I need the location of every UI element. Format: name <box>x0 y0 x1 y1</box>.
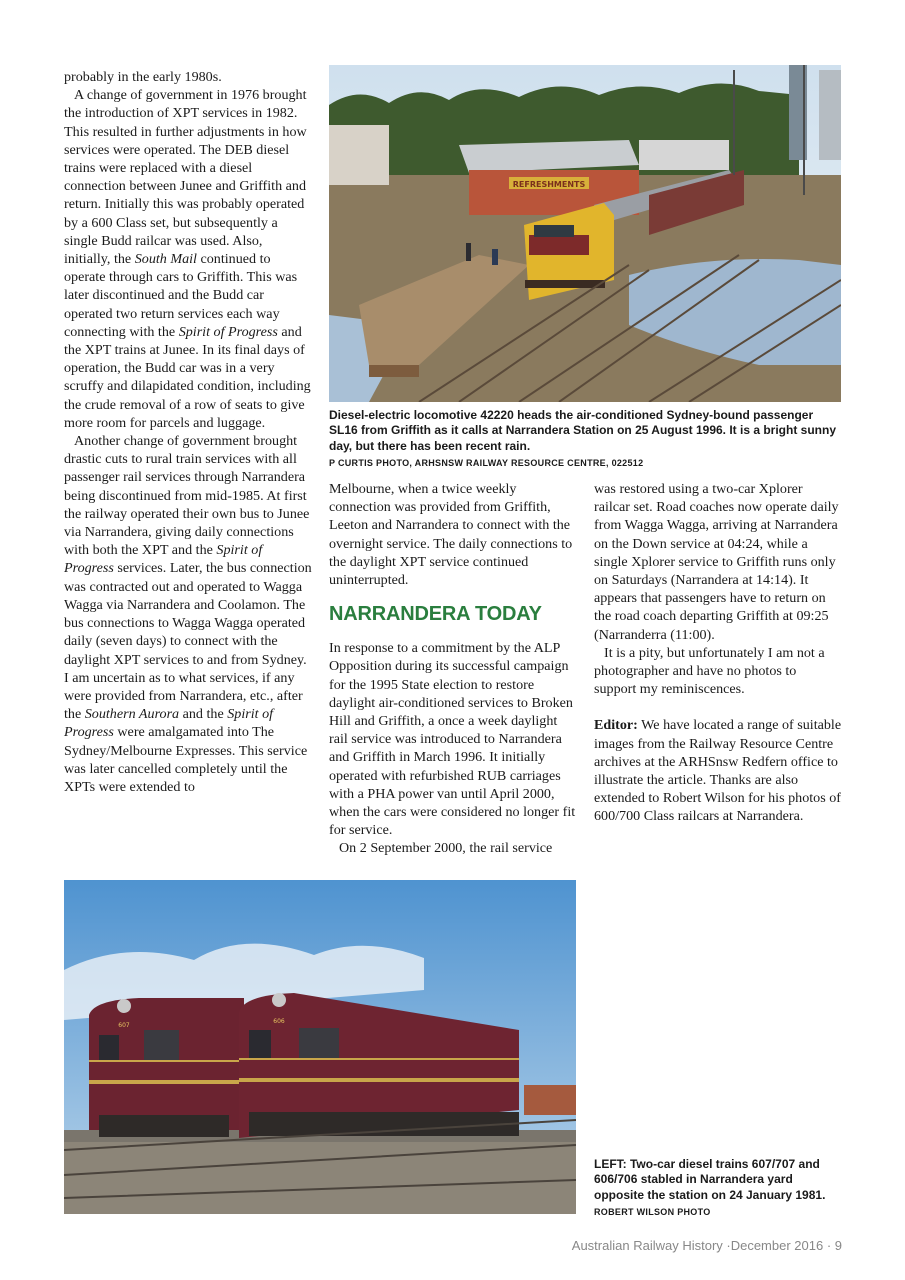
railcars-illustration <box>64 880 576 1214</box>
refreshments-sign: REFRESHMENTS <box>512 180 586 189</box>
paragraph: In response to a commitment by the ALP Opposition during its successful campaign for the 1995 State election to restore daylight air-conditioned services to Broken Hill and Griffith, a once a week daylight rail service was introduced to Narrandera and Griffith in March 1996. It initially operated with refurbished RUB carriages with a PHA power van until April 2000, when the cars were considered no longer fit for service. <box>329 640 576 839</box>
paragraph: Another change of government brought drastic cuts to rural train services with all passenger rail services through Narrandera being discontinued from mid-1985. At first the railway operated their own bus to Junee via Narrandera, giving daily connections with both the XPT and the Spirit of Progress services. Later, the bus connection was contracted out and operated to Wagga Wagga via Narrandera and Coolamon. The bus connections to Wagga Wagga operated daily (seven days) to connect with the daylight XPT services to and from Sydney. I am uncertain as to what services, if any were provided from Narrandera, etc., after the Southern Aurora and the Spirit of Progress were amalgamated into The Sydney/Melbourne Expresses. This service was later cancelled completely until the XPTs were extended to <box>64 433 312 795</box>
article-column-3 <box>594 480 842 826</box>
page-footer: Australian Railway History ·December 2016 · 9 <box>571 1238 842 1253</box>
paragraph: was restored using a two-car Xplorer railcar set. Road coaches now operate daily from Wagga Wagga, arriving at Narrandera on the Down service at 04:24, while a single Xplorer service to Griffith runs only on Saturdays (Narrandera at 14:14). It appears that passengers have to return on the road coach departing Griffith at 09:25 (Narranderra (11:00). <box>594 481 839 643</box>
photo-credit: ROBERT WILSON PHOTO <box>594 1207 711 1218</box>
photo-credit: P CURTIS PHOTO, ARHSNSW RAILWAY RESOURCE CENTRE, 022512 <box>329 458 644 469</box>
paragraph: probably in the early 1980s. <box>64 69 222 85</box>
paragraph: Melbourne, when a twice weekly connection was provided from Griffith, Leeton and Narrandera to connect with the overnight service. The daily connections to the daylight XPT service continued uninterrupted. <box>329 481 573 589</box>
locomotive-station-photo <box>329 65 841 402</box>
locomotive-station-illustration <box>329 65 841 402</box>
photo-caption-2: LEFT: Two-car diesel trains 607/707 and 606/706 stabled in Narrandera yard opposite the station on 24 January 1981. ROBERT WILSON PHOTO <box>594 1157 844 1221</box>
paragraph: A change of government in 1976 brought the introduction of XPT services in 1982. This resulted in further adjustments in how services were operated. The DEB diesel trains were replaced with a diesel connection between Junee and Griffith and return. Initially this was probably operated by a 600 Class set, but subsequently a single Budd railcar was used. Also, initially, the South Mail continued to operate through cars to Griffith. This was later discontinued and the Budd car operated two return services each way connecting with the Spirit of Progress and the XPT trains at Junee. In its final days of operation, the Budd car was in a very scruffy and dilapidated condition, including the crude removal of a row of seats to give more room for parcels and luggage. <box>64 87 311 431</box>
photo-caption-1: Diesel-electric locomotive 42220 heads the air-conditioned Sydney-bound passenger SL16 from Griffith as it calls at Narrandera Station on 25 August 1996. It is a bright sunny day, but there has been recent rain. P CURTIS PHOTO, ARHSNSW RAILWAY RESOURCE CENTRE, 022512 <box>329 408 844 472</box>
article-column-2 <box>329 480 577 858</box>
paragraph: On 2 September 2000, the rail service <box>339 840 553 857</box>
railcar-number-607: 607 <box>118 1022 130 1029</box>
editor-label: Editor: <box>594 717 638 734</box>
railcars-photo <box>64 880 576 1214</box>
railcar-number-606: 606 <box>273 1018 285 1025</box>
editor-note: Editor: We have located a range of suitable images from the Railway Resource Centre archives at the ARHSnsw Redfern office to illustrate the article. Thanks are also extended to Robert Wilson for his photos of 600/700 Class railcars at Narrandera. <box>594 717 842 825</box>
article-column-1 <box>64 68 312 796</box>
paragraph: It is a pity, but unfortunately I am not a photographer and have no photos to support my reminiscences. <box>594 644 825 698</box>
section-heading: NARRANDERA TODAY <box>329 603 542 626</box>
